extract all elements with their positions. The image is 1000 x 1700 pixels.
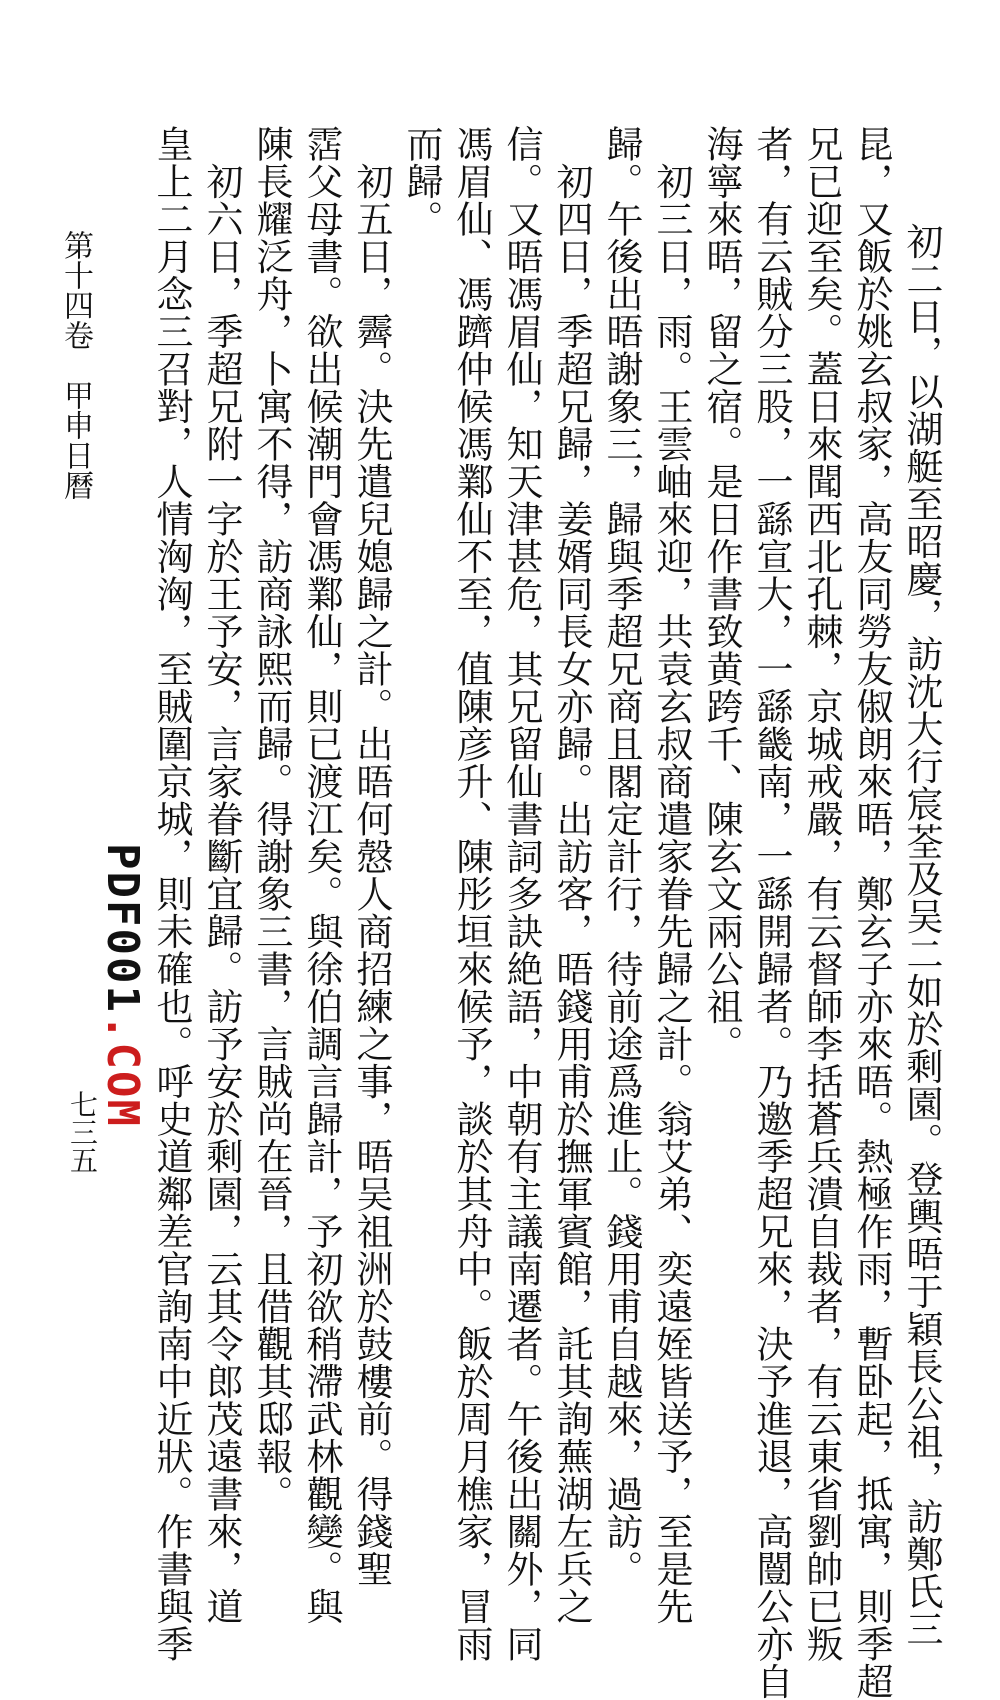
text-column-9: 信。又晤馮眉仙，知天津甚危，其兄留仙書詞多訣絶語，中朝有主議南遷者。午後出關外，同	[500, 125, 543, 1663]
text-column-8: 初四日，季超兄歸，姜婿同長女亦歸。出訪客，晤錢用甫於撫軍賓館，託其詢蕪湖左兵之	[550, 125, 593, 1625]
watermark-text-b: .COM	[96, 1013, 148, 1128]
text-column-3: 兄已迎至矣。蓋日來聞西北孔棘，京城戒嚴，有云督師李括蒼兵潰自裁者，有云東省劉帥已叛	[800, 125, 843, 1663]
text-column-11: 而歸。	[400, 125, 443, 238]
text-column-16: 皇上二月念三召對，人情洶洶，至賊圍京城，則未確也。呼史道鄰差官詢南中近狀。作書與季	[150, 125, 193, 1663]
text-column-15: 初六日，季超兄附一字於王予安，言家眷斷宜歸。訪予安於剩園，云其令郎茂遠書來，道	[200, 125, 243, 1625]
running-header: 第十四卷 甲申日曆	[58, 230, 93, 500]
text-column-14: 陳長耀泛舟，卜寓不得，訪商詠熙而歸。得謝象三書，言賊尚在晉，且借觀其邸報。	[250, 125, 293, 1513]
text-column-10: 馮眉仙、馮躋仲候馮鄴仙不至，值陳彦升、陳彤垣來候予，談於其舟中。飯於周月樵家，冒雨	[450, 125, 493, 1663]
text-column-13: 霑父母書。欲出候潮門會馮鄴仙，則已渡江矣。與徐伯調言歸計，予初欲稍滯武林觀變。與	[300, 125, 343, 1625]
watermark-logo	[97, 843, 148, 1128]
text-column-12: 初五日，霽。決先遣兒媳歸之計。出晤何慤人商招練之事，晤吴祖洲於鼓樓前。得錢聖	[350, 125, 393, 1588]
text-column-4: 者，有云賊分三股，一繇宣大，一繇畿南，一繇開歸者。乃邀季超兄來，決予進退，高闓公亦自	[750, 125, 793, 1700]
text-column-7: 歸。午後出晤謝象三，歸與季超兄商且閣定計行，待前途爲進止。錢用甫自越來，過訪。	[600, 125, 643, 1588]
text-column-6: 初三日，雨。王雲岫來迎，共袁玄叔商遣家眷先歸之計。翁艾弟、奕遠姪皆送予，至是先	[650, 125, 693, 1625]
text-column-1: 初二日，以湖艇至昭慶，訪沈大行宸荃及吴二如於剩園。登輿晤于穎長公祖，訪鄭氏三	[900, 185, 943, 1648]
text-column-2: 昆，又飯於姚玄叔家，高友同勞友俶朗來晤，鄭玄子亦來晤。熱極作雨，暫卧起，抵寓，則季超	[850, 125, 893, 1700]
text-column-5: 海寧來晤，留之宿。是日作書致黄跨千、陳玄文兩公祖。	[700, 125, 743, 1063]
page-number: 七三五	[66, 1090, 99, 1174]
watermark-text-a: PDF001	[96, 843, 148, 1014]
